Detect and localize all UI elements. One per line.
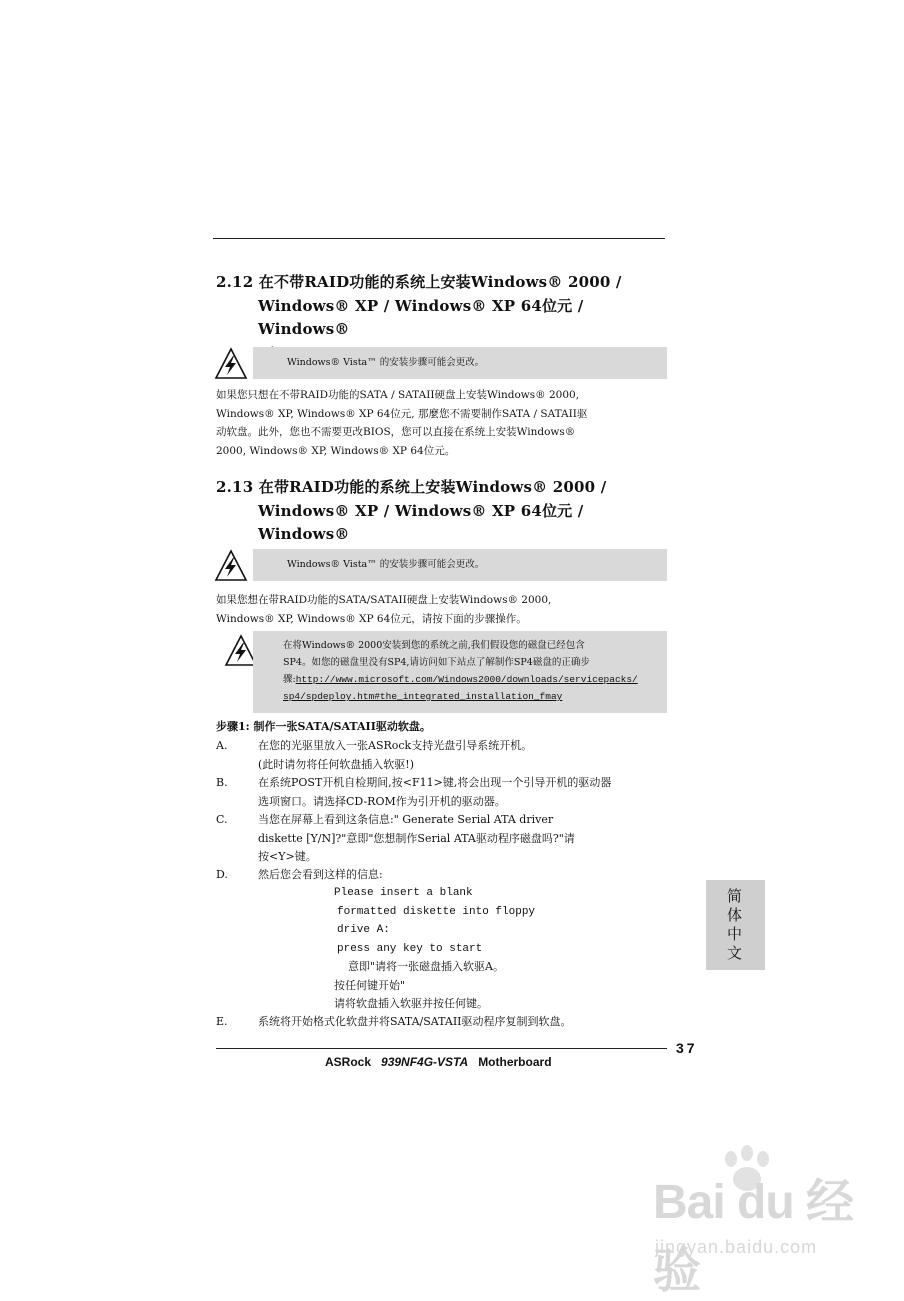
step-c-label: C.: [216, 813, 228, 826]
heading-212-line2: Windows® XP / Windows® XP 64位元 / Windows®: [258, 296, 584, 338]
note-sp4-prefix: 骤:: [283, 674, 296, 685]
step-c: [216, 811, 671, 867]
step-b-label: B.: [216, 776, 228, 789]
sp4-download-link-cont[interactable]: sp4/spdeploy.htm#the_integrated_installation_fmay: [283, 691, 563, 702]
note-box-212: [253, 347, 667, 379]
heading-213-line2: Windows® XP / Windows® XP 64位元 / Windows®: [258, 501, 584, 543]
watermark-logo: Bai du 经验: [653, 1176, 854, 1298]
note-sp4-line1: 在将Windows® 2000安装到您的系统之前,我们假设您的磁盘已经包含: [283, 640, 585, 651]
section-212-paragraph: [216, 386, 668, 460]
step-e-line1: 系统将开始格式化软盘并将SATA/SATAII驱动程序复制到软盘。: [258, 1015, 572, 1028]
screen-message: [334, 884, 634, 958]
para-212-line3: 动软盘。此外，您也不需要更改BIOS，您可以直接在系统上安装Windows®: [216, 426, 576, 438]
step-b-line1: 在系统POST开机自检期间,按<F11>键,将会出现一个引导开机的驱动器: [258, 776, 612, 789]
note-box-sp4: [253, 631, 667, 713]
step-c-line2: diskette [Y/N]?"意即"您想制作Serial ATA驱动程序磁盘吗?"请: [258, 831, 575, 845]
baidu-watermark: [645, 1145, 885, 1298]
page-number: 37: [676, 1040, 698, 1056]
para-212-line4: 2000, Windows® XP, Windows® XP 64位元。: [216, 444, 456, 457]
step-e: [216, 1013, 671, 1032]
step-d: [216, 866, 671, 885]
bottom-rule: [216, 1048, 667, 1049]
heading-212-line1: 2.12 在不带RAID功能的系统上安装Windows® 2000 /: [216, 273, 622, 291]
note-box-213: [253, 549, 667, 581]
step-d-label: D.: [216, 868, 228, 881]
step-c-line1: 当您在屏幕上看到这条信息:" Generate Serial ATA driver: [258, 813, 554, 826]
step-a-label: A.: [216, 739, 228, 752]
step-c-line3: 按<Y>键。: [258, 850, 317, 863]
para-213-line2: Windows® XP, Windows® XP 64位元，请按下面的步骤操作。: [216, 612, 527, 625]
screen-line2: formatted diskette into floppy: [337, 905, 536, 918]
screen-line6: 按任何键开始": [334, 978, 406, 992]
step-d-line1: 然后您会看到这样的信息:: [258, 868, 383, 881]
warning-icon: [214, 347, 248, 381]
step-a: [216, 737, 671, 774]
section-213-paragraph: [216, 591, 668, 628]
screen-line4: press any key to start: [337, 942, 483, 955]
step1-title: 步骤1: 制作一张SATA/SATAII驱动软盘。: [216, 720, 431, 733]
step-e-label: E.: [216, 1015, 228, 1028]
sp4-download-link[interactable]: http://www.microsoft.com/Windows2000/downloads/servicepacks/: [295, 674, 638, 685]
side-tab-label: 简体中文: [725, 888, 743, 964]
screen-line1: Please insert a blank: [334, 887, 473, 899]
step-b-line2: 选项窗口。请选择CD-ROM作为引开机的驱动器。: [258, 794, 506, 808]
footer-product: Motherboard: [478, 1055, 552, 1069]
screen-line7: 请将软盘插入软驱并按任何键。: [334, 997, 488, 1010]
screen-line5: 意即"请将一张磁盘插入软驱A。: [348, 960, 505, 973]
para-213-line1: 如果您想在带RAID功能的SATA/SATAII硬盘上安装Windows® 2000,: [216, 594, 552, 606]
step-a-line1: 在您的光驱里放入一张ASRock支持光盘引导系统开机。: [258, 739, 533, 752]
para-212-line2: Windows® XP, Windows® XP 64位元, 那麼您不需要制作SATA / SATAII驱: [216, 407, 588, 420]
screen-translation: [334, 958, 634, 1014]
language-side-tab: [706, 880, 765, 970]
footer-caption: [325, 1055, 552, 1069]
note-212-text: Windows® Vista™ 的安装步骤可能会更改。: [287, 357, 485, 368]
step-b: [216, 774, 671, 811]
para-212-line1: 如果您只想在不带RAID功能的SATA / SATAII硬盘上安装Windows® 2000,: [216, 389, 580, 401]
warning-icon: [214, 549, 248, 583]
watermark-url: jingyan.baidu.com: [655, 1237, 818, 1257]
note-sp4-line2: SP4。如您的磁盘里没有SP4,请访问如下站点了解制作SP4磁盘的正确步: [283, 657, 590, 668]
note-213-text: Windows® Vista™ 的安装步骤可能会更改。: [287, 559, 485, 570]
footer-brand: ASRock: [325, 1055, 372, 1069]
step-a-line2: (此时请勿将任何软盘插入软驱!): [258, 757, 415, 771]
screen-line3: drive A:: [337, 924, 390, 936]
footer-model: 939NF4G-VSTA: [381, 1055, 469, 1069]
top-rule: [213, 238, 665, 239]
heading-213-line1: 2.13 在带RAID功能的系统上安装Windows® 2000 /: [216, 478, 607, 496]
